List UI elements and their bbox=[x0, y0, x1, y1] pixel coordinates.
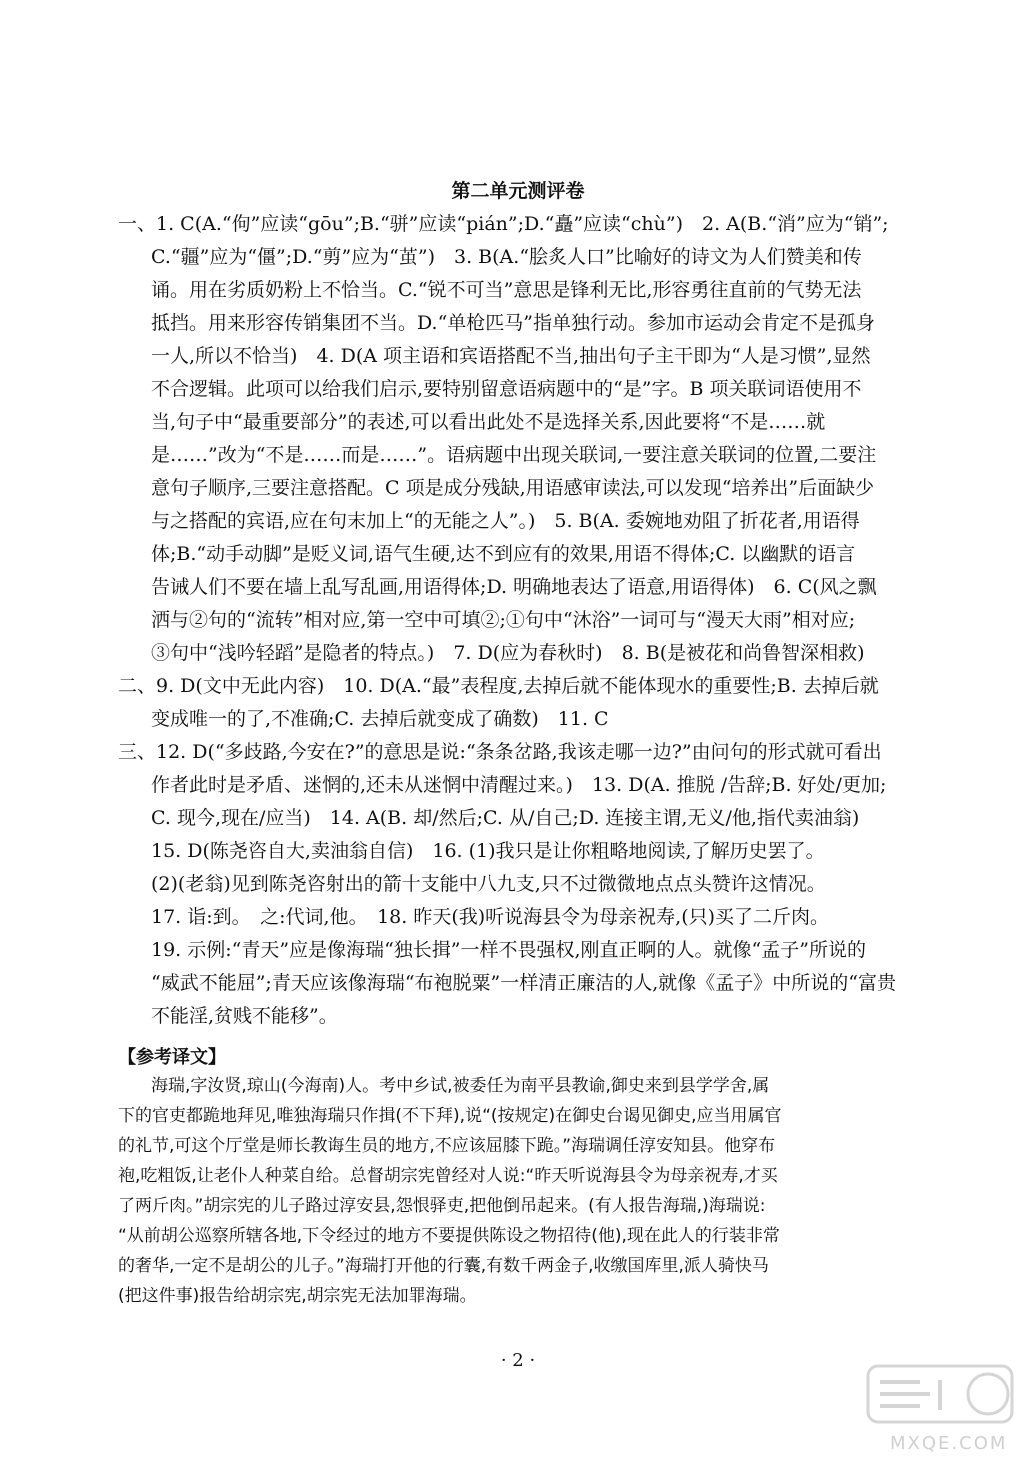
answer-key bbox=[118, 208, 958, 1033]
translation-line: “从前胡公巡察所辖各地,下令经过的地方不要提供陈设之物招待(他),现在此人的行装非常 bbox=[118, 1226, 780, 1246]
reference-translation bbox=[118, 1071, 958, 1311]
reference-translation-heading: 【参考译文】 bbox=[118, 1047, 226, 1068]
answer-line: 作者此时是矛盾、迷惘的,还未从迷惘中清醒过来。) 13. D(A. 推脱 /告辞;B. 好处/更加; bbox=[151, 774, 887, 796]
answer-line: 三、12. D(“多歧路,今安在?”的意思是说:“条条岔路,我该走哪一边?”由问句的形式就可看出 bbox=[118, 741, 882, 763]
translation-line: 的礼节,可这个厅堂是师长教诲生员的地方,不应该屈膝下跪。”海瑞调任淳安知县。他穿布 bbox=[118, 1136, 776, 1156]
answer-line: 与之搭配的宾语,应在句末加上“的无能之人”。) 5. B(A. 委婉地劝阻了折花者,用语得 bbox=[151, 510, 860, 532]
translation-line: 了两斤肉。”胡宗宪的儿子路过淳安县,怨恨驿吏,把他倒吊起来。(有人报告海瑞,)海瑞说: bbox=[118, 1196, 766, 1216]
translation-line: 海瑞,字汝贤,琼山(今海南)人。考中乡试,被委任为南平县教谕,御史来到县学学舍,属 bbox=[151, 1076, 770, 1096]
answer-line: 抵挡。用来形容传销集团不当。D.“单枪匹马”指单独行动。参加市运动会肯定不是孤身 bbox=[151, 312, 876, 334]
page-number: · 2 · bbox=[500, 1350, 536, 1371]
answer-line: 是……”改为“不是……而是……”。语病题中出现关联词,一要注意关联词的位置,二要注 bbox=[151, 444, 877, 466]
watermark-logo bbox=[860, 1358, 1020, 1458]
answer-line: 变成唯一的了,不准确;C. 去掉后就变成了确数) 11. C bbox=[151, 708, 609, 730]
watermark-text: MXQE.COM bbox=[890, 1433, 1008, 1454]
answer-line: 15. D(陈尧咨自大,卖油翁自信) 16. (1)我只是让你粗略地阅读,了解历史罢了。 bbox=[151, 840, 825, 862]
translation-line: (把这件事)报告给胡宗宪,胡宗宪无法加罪海瑞。 bbox=[118, 1286, 477, 1306]
answer-line: 一人,所以不恰当) 4. D(A 项主语和宾语搭配不当,抽出句子主干即为“人是习惯”,显然 bbox=[151, 345, 871, 367]
answer-line: 不合逻辑。此项可以给我们启示,要特别留意语病题中的“是”字。B 项关联词语使用不 bbox=[151, 378, 862, 400]
answer-line: 意句子顺序,三要注意搭配。C 项是成分残缺,用语感审读法,可以发现“培养出”后面缺少 bbox=[151, 477, 875, 499]
translation-line: 袍,吃粗饭,让老仆人种菜自给。总督胡宗宪曾经对人说:“昨天听说海县令为母亲祝寿,才买 bbox=[118, 1166, 778, 1186]
answer-line: C.“疆”应为“僵”;D.“剪”应为“茧”) 3. B(A.“脍炙人口”比喻好的诗文为人们赞美和传 bbox=[151, 246, 862, 268]
answer-line: “威武不能屈”;青天应该像海瑞“布袍脱粟”一样清正廉洁的人,就像《孟子》中所说的“富贵 bbox=[151, 972, 897, 994]
answer-line: 一、1. C(A.“佝”应读“gōu”;B.“骈”应读“pián”;D.“矗”应读“chù”) 2. A(B.“消”应为“销”; bbox=[118, 213, 889, 235]
answer-line: 体;B.“动手动脚”是贬义词,语气生硬,达不到应有的效果,用语不得体;C. 以幽默的语言 bbox=[151, 543, 856, 565]
answer-line: C. 现今,现在/应当) 14. A(B. 却/然后;C. 从/自己;D. 连接主谓,无义/他,指代卖油翁) bbox=[151, 807, 860, 829]
answer-line: 19. 示例:“青天”应是像海瑞“独长揖”一样不畏强权,刚直正啊的人。就像“孟子”所说的 bbox=[151, 939, 866, 961]
answer-line: 17. 诣:到。 之:代词,他。 18. 昨天(我)听说海县令为母亲祝寿,(只)买了二斤肉。 bbox=[151, 906, 830, 928]
answer-line: 二、9. D(文中无此内容) 10. D(A.“最”表程度,去掉后就不能体现水的重要性;B. 去掉后就 bbox=[118, 675, 879, 697]
translation-line: 的奢华,一定不是胡公的儿子。”海瑞打开他的行囊,有数千两金子,收缴国库里,派人骑快马 bbox=[118, 1256, 769, 1276]
answer-line: 洒与②句的“流转”相对应,第一空中可填②;①句中“沐浴”一词可与“漫天大雨”相对应; bbox=[151, 609, 856, 631]
answer-line: 诵。用在劣质奶粉上不恰当。C.“锐不可当”意思是锋利无比,形容勇往直前的气势无法 bbox=[151, 279, 862, 301]
answer-line: 告诫人们不要在墙上乱写乱画,用语得体;D. 明确地表达了语意,用语得体) 6. C(风之飘 bbox=[151, 576, 877, 598]
translation-line: 下的官吏都跪地拜见,唯独海瑞只作揖(不下拜),说“(按规定)在御史台谒见御史,应当用属官 bbox=[118, 1106, 782, 1126]
answer-line: 当,句子中“最重要部分”的表述,可以看出此处不是选择关系,因此要将“不是……就 bbox=[151, 411, 826, 433]
page-title: 第二单元测评卷 bbox=[451, 180, 585, 202]
answer-line: 不能淫,贫贱不能移”。 bbox=[151, 1005, 338, 1027]
answer-line: (2)(老翁)见到陈尧咨射出的箭十支能中八九支,只不过微微地点点头赞许这情况。 bbox=[151, 873, 826, 895]
answer-line: ③句中“浅吟轻蹈”是隐者的特点。) 7. D(应为春秋时) 8. B(是被花和尚鲁智深相救) bbox=[151, 642, 865, 664]
